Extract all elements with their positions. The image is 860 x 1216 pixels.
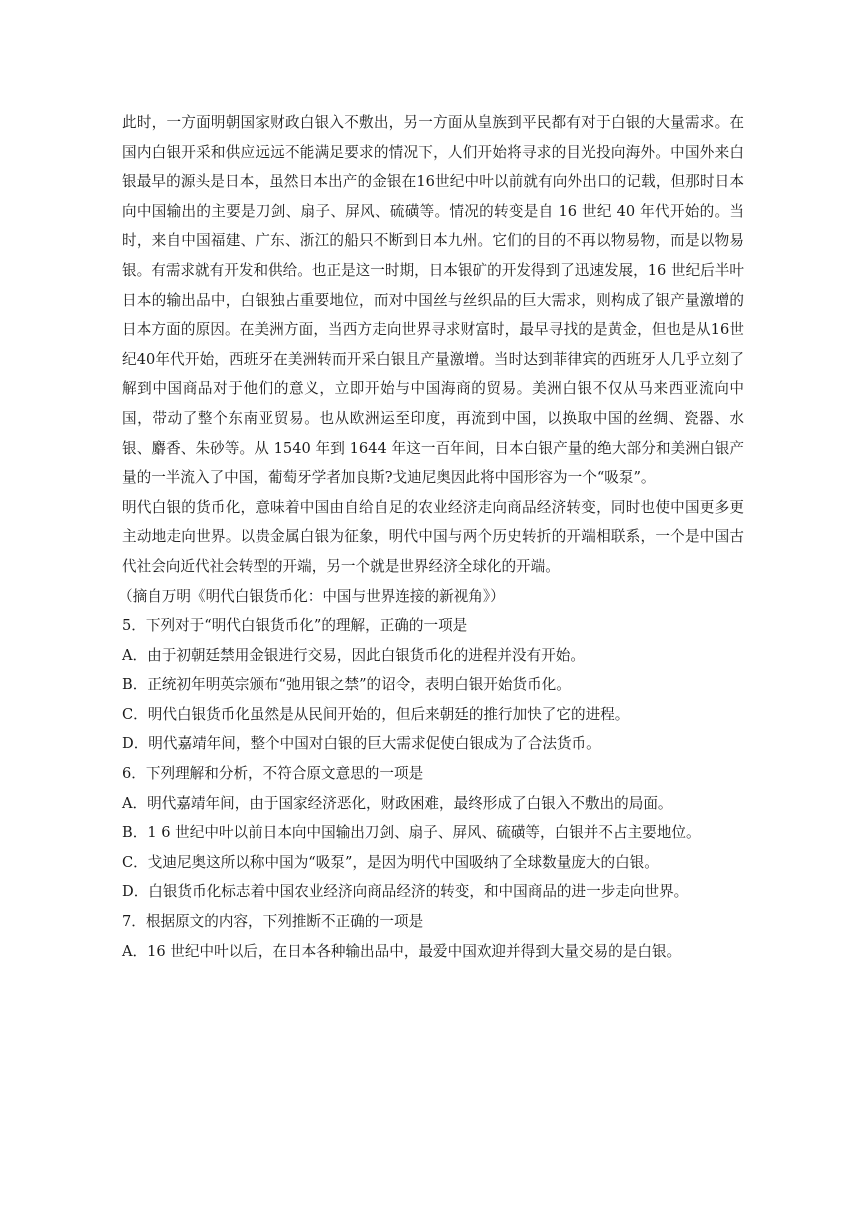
question-stem: 5．下列对于“明代白银货币化”的理解，正确的一项是 [122,617,468,635]
option-a: A．由于初朝廷禁用金银进行交易，因此白银货币化的进程并没有开始。 [122,646,585,664]
question-6 [122,759,744,907]
question-5 [122,611,744,759]
option-c: C．戈迪尼奥这所以称中国为“吸泵”，是因为明代中国吸纳了全球数量庞大的白银。 [122,853,659,871]
option-b: B．1 6 世纪中叶以前日本向中国输出刀剑、扇子、屏风、硫磺等，白银并不占主要地位。 [122,824,701,842]
option-c: C．明代白银货币化虽然是从民间开始的，但后来朝廷的推行加快了它的进程。 [122,705,630,723]
option-d: D．白银货币化标志着中国农业经济向商品经济的转变，和中国商品的进一步走向世界。 [122,883,689,901]
option-b: B．正统初年明英宗颁布“弛用银之禁”的诏令，表明白银开始货币化。 [122,676,571,694]
option-a: A．明代嘉靖年间，由于国家经济恶化，财政困难，最终形成了白银入不敷出的局面。 [122,794,673,812]
passage-source: （摘自万明《明代白银货币化：中国与世界连接的新视角》） [118,587,505,605]
option-d: D．明代嘉靖年间，整个中国对白银的巨大需求促使白银成为了合法货币。 [122,735,601,753]
question-stem: 7．根据原文的内容，下列推断不正确的一项是 [122,913,424,931]
question-7 [122,907,744,966]
document-page [118,108,744,966]
passage-paragraph-2: 明代白银的货币化，意味着中国由自给自足的农业经济走向商品经济转变，同时也使中国更多更主动地走向世界。以贵金属白银为征象，明代中国与两个历史转折的开端相联系，一个是中国古代社会向近代社会转型的开端，另一个就是世界经济全球化的开端。 [122,498,744,575]
passage-paragraph-1: 此时，一方面明朝国家财政白银入不敷出，另一方面从皇族到平民都有对于白银的大量需求。在国内白银开采和供应远远不能满足要求的情况下，人们开始将寻求的目光投向海外。中国外来白银最早的源头是日本，虽然日本出产的金银在16世纪中叶以前就有向外出口的记载，但那时日本向中国输出的主要是刀剑、扇子、屏风、硫磺等。情况的转变是自 16 世纪 40 年代开始的。当时，来自中国福建、广东、浙江的船只不断到日本九州。它们的目的不再以物易物，而是以物易银。有需求就有开发和供给。也正是这一时期，日本银矿的开发得到了迅速发展，16 世纪后半叶日本的输出品中，白银独占重要地位，而对中国丝与丝织品的巨大需求，则构成了银产量激增的日本方面的原因。在美洲方面，当西方走向世界寻求财富时，最早寻找的是黄金，但也是从16世纪40年代开始，西班牙在美洲转而开采白银且产量激增。当时达到菲律宾的西班牙人几乎立刻了解到中国商品对于他们的意义，立即开始与中国海商的贸易。美洲白银不仅从马来西亚流向中国，带动了整个东南亚贸易。也从欧洲运至印度，再流到中国，以换取中国的丝绸、瓷器、水银、麝香、朱砂等。从 1540 年到 1644 年这一百年间，日本白银产量的绝大部分和美洲白银产量的一半流入了中国，葡萄牙学者加良斯?戈迪尼奥因此将中国形容为一个“吸泵”。 [122,114,744,487]
question-stem: 6．下列理解和分析，不符合原文意思的一项是 [122,765,424,783]
option-a: A．16 世纪中叶以后，在日本各种输出品中，最爱中国欢迎并得到大量交易的是白银。 [122,942,682,960]
